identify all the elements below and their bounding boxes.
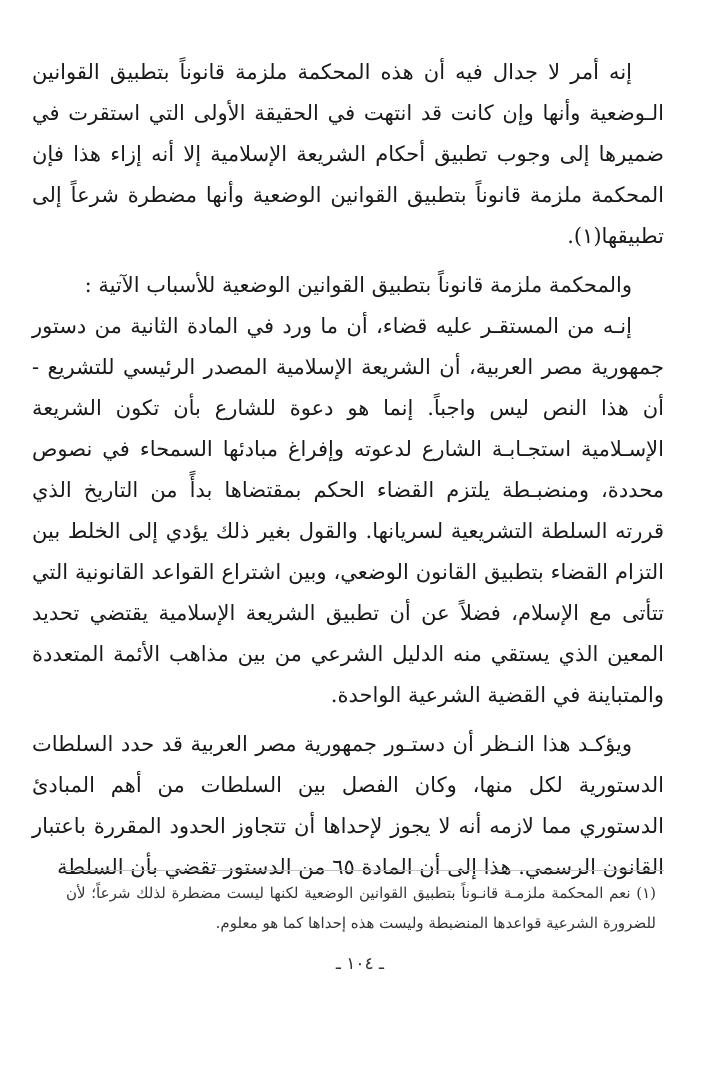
footnote-separator: [64, 870, 664, 871]
book-page: [32, 52, 664, 1062]
page-number: ـ ١٠٤ ـ: [335, 954, 384, 974]
paragraph-1: إنه أمر لا جدال فيه أن هذه المحكمة ملزمة قانوناً بتطبيق القوانين الـوضعية وأنها وإن كانت قد انتهت في الحقيقة الأولى التي استقرت في ضميرها إلى وجوب تطبيق أحكام الشريعة الإسلامية إلا أنه إزاء هذا فإن المحكمة ملزمة قانوناً بتطبيق القوانين الوضعية وأنها مضطرة شرعاً إلى تطبيقها(١).: [32, 60, 664, 248]
paragraph-4: ويؤكـد هذا النـظر أن دستـور جمهورية مصر العربية قد حدد السلطات الدستورية لكل منها، وكان الفصل بين السلطات من أهم المبادئ الدستوري مما لازمه أنه لا يجوز لإحداها أن تتجاوز الحدود المقررة باعتبار القانون الرسمي. هذا إلى أن المادة ٦٥ من الدستور تقضي بأن السلطة: [32, 732, 664, 879]
paragraph-3: إنـه من المستقـر عليه قضاء، أن ما ورد في المادة الثانية من دستور جمهورية مصر العربية، أن الشريعة الإسلامية المصدر الرئيسي للتشريع - أن هذا النص ليس واجباً. إنما هو دعوة للشارع بأن تكون الشريعة الإسـلامية استجـابـة الشارع لدعوته وإفراغ مبادئها السمحاء في نصوص محددة، ومنضبـطة يلتزم القضاء الحكم بمقتضاها بدأً من التاريخ الذي قررته السلطة التشريعية لسريانها. والقول بغير ذلك يؤدي إلى الخلط بين التزام القضاء بتطبيق القانون الوضعي، وبين اشتراع القواعد القانونية التي تتأتى مع الإسلام، فضلاً عن أن تطبيق الشريعة الإسلامية يقتضي تحديد المعين الذي يستقي منه الدليل الشرعي من بين مذاهب الأئمة المتعددة والمتباينة في القضية الشرعية الواحدة.: [32, 314, 664, 707]
footnotes: [66, 878, 656, 938]
footnote-1: (١) نعم المحكمة ملزمـة قانـوناً بتطبيق القوانين الوضعية لكنها ليست مضطرة لذلك شرعاً؛ لأن للضرورة الشرعية قواعدها المنضبطة وليست هذه إحداها كما هو معلوم.: [66, 884, 656, 932]
paragraph-2: والمحكمة ملزمة قانوناً بتطبيق القوانين الوضعية للأسباب الآتية :: [84, 273, 632, 297]
main-text: [32, 52, 664, 888]
